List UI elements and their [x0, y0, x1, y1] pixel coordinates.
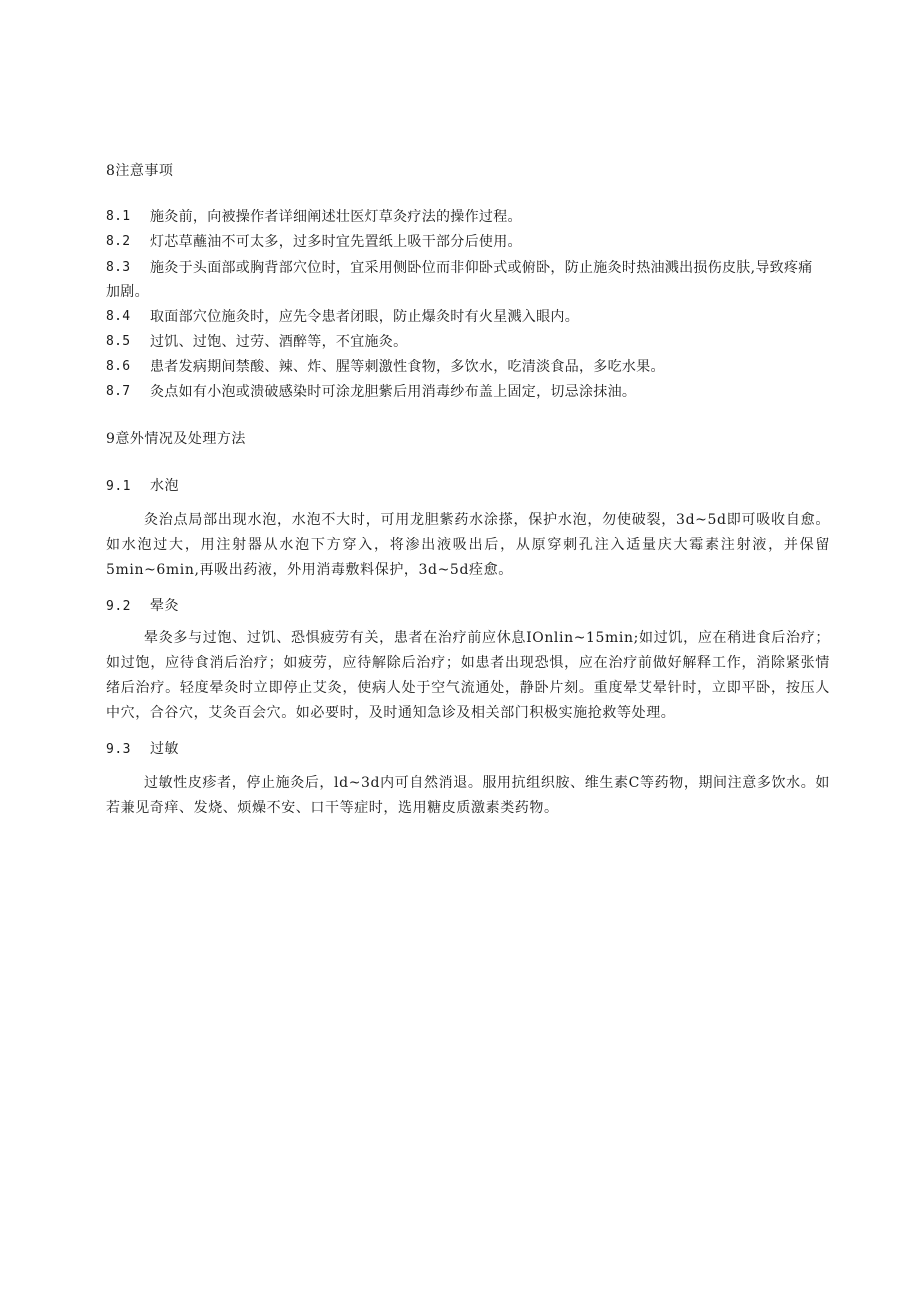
- item-8-5: [106, 330, 826, 354]
- item-number: 8.2: [106, 234, 131, 249]
- item-text: 施灸于头面部或胸背部穴位时，宜采用侧卧位而非仰卧式或俯卧，防止施灸时热油溅出损伤皮肤,导致疼痛加剧。: [106, 260, 813, 300]
- subsection-number: 9.2: [106, 599, 131, 614]
- item-number: 8.6: [106, 359, 131, 374]
- item-8-1: [106, 205, 826, 229]
- item-number: 8.4: [106, 309, 131, 324]
- item-number: 8.5: [106, 334, 131, 349]
- subsection-number: 9.1: [106, 479, 131, 494]
- item-8-4: [106, 305, 826, 329]
- item-number: 8.3: [106, 260, 131, 275]
- subsection-9-3-body: 过敏性皮疹者，停止施灸后，ld~3d内可自然消退。服用抗组织胺、维生素C等药物，期间注意多饮水。如若兼见奇痒、发烧、烦燥不安、口干等症时，选用糖皮质激素类药物。: [106, 775, 830, 816]
- section-9-title: 9意外情况及处理方法: [106, 431, 246, 447]
- subsection-9-3-heading: [106, 738, 179, 758]
- item-8-6: [106, 355, 826, 379]
- subsection-9-2-heading: [106, 595, 179, 615]
- subsection-9-1-body: 灸治点局部出现水泡，水泡不大时，可用龙胆紫药水涂搽，保护水泡，勿使破裂，3d~5d即可吸收自愈。如水泡过大，用注射器从水泡下方穿入，将渗出液吸出后，从原穿刺孔注入适量庆大霉素注射液，并保留5min~6min,再吸出药液，外用消毒敷料保护，3d~5d痊愈。: [106, 512, 830, 578]
- subsection-9-2-body: 晕灸多与过饱、过饥、恐惧疲劳有关，患者在治疗前应休息IOnlin~15min;如过饥，应在稍进食后治疗；如过饱，应待食消后治疗；如疲劳，应待解除后治疗；如患者出现恐惧，应在治疗前做好解释工作，消除紧张情绪后治疗。轻度晕灸时立即停止艾灸，使病人处于空气流通处，静卧片刻。重度晕艾晕针时，立即平卧，按压人中穴，合谷穴，艾灸百会穴。如必要时，及时通知急诊及相关部门积极实施抢救等处理。: [106, 630, 830, 721]
- item-text: 过饥、过饱、过劳、酒醉等，不宜施灸。: [150, 334, 408, 350]
- item-text: 灸点如有小泡或溃破感染时可涂龙胆紫后用消毒纱布盖上固定，切忌涂抹油。: [150, 384, 637, 400]
- subsection-number: 9.3: [106, 742, 131, 757]
- subsection-title: 过敏: [150, 741, 179, 757]
- item-text: 取面部穴位施灸时，应先令患者闭眼，防止爆灸时有火星溅入眼内。: [150, 309, 579, 325]
- item-8-2: [106, 230, 826, 254]
- item-text: 灯芯草蘸油不可太多，过多时宜先置纸上吸干部分后使用。: [150, 234, 522, 250]
- subsection-9-1-heading: [106, 475, 179, 495]
- subsection-title: 晕灸: [150, 598, 179, 614]
- item-text: 患者发病期间禁酸、辣、炸、腥等刺激性食物，多饮水，吃清淡食品，多吃水果。: [150, 359, 665, 375]
- item-8-3: [106, 256, 822, 304]
- item-number: 8.1: [106, 209, 131, 224]
- item-text: 施灸前，向被操作者详细阐述壮医灯草灸疗法的操作过程。: [150, 209, 522, 225]
- item-number: 8.7: [106, 384, 131, 399]
- section-8-title: 8注意事项: [106, 163, 174, 179]
- item-8-7: [106, 380, 826, 404]
- subsection-title: 水泡: [150, 478, 179, 494]
